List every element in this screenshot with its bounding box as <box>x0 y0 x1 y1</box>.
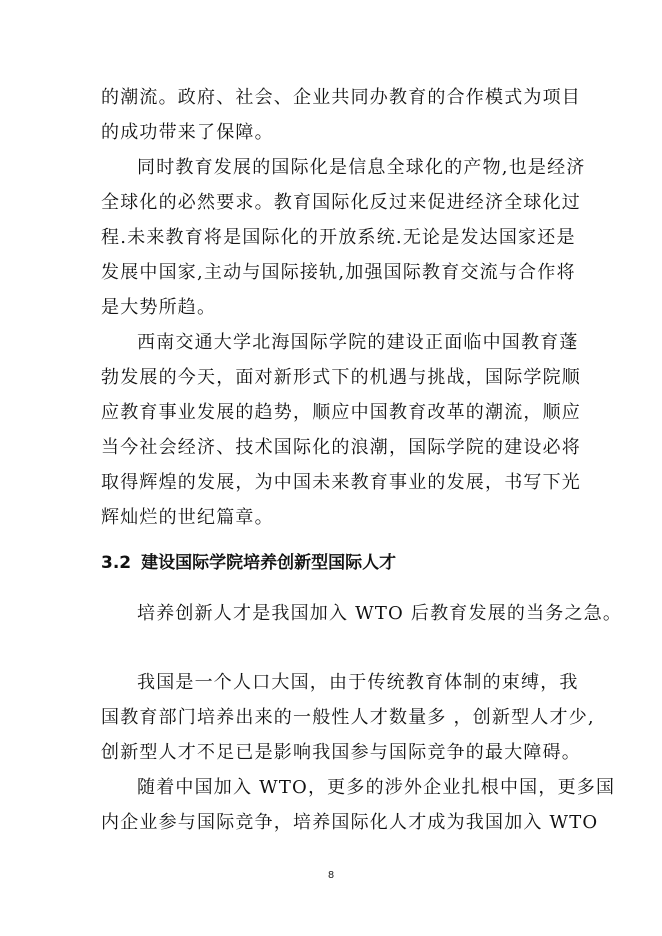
paragraph-line: 创新型人才不足已是影响我国参与国际竞争的最大障碍。 <box>101 742 581 763</box>
paragraph-line: 程.未来教育将是国际化的开放系统.无论是发达国家还是 <box>101 227 576 248</box>
paragraph-line: 随着中国加入 WTO，更多的涉外企业扎根中国，更多国 <box>137 777 616 798</box>
paragraph-line: 的成功带来了保障。 <box>101 122 274 143</box>
page-number: 8 <box>327 870 335 881</box>
section-title: 建设国际学院培养创新型国际人才 <box>141 553 397 573</box>
paragraph-line: 全球化的必然要求。教育国际化反过来促进经济全球化过 <box>101 192 581 213</box>
paragraph-line: 勃发展的今天，面对新形式下的机遇与挑战，国际学院顺 <box>101 367 581 388</box>
paragraph-line: 取得辉煌的发展，为中国未来教育事业的发展，书写下光 <box>101 472 581 493</box>
paragraph-line: 发展中国家,主动与国际接轨,加强国际教育交流与合作将 <box>101 262 576 283</box>
paragraph-line: 培养创新人才是我国加入 WTO 后教育发展的当务之急。 <box>137 603 623 624</box>
paragraph-line: 是大势所趋。 <box>101 297 217 318</box>
paragraph-line: 内企业参与国际竞争，培养国际化人才成为我国加入 WTO <box>101 812 599 833</box>
paragraph-line: 应教育事业发展的趋势，顺应中国教育改革的潮流，顺应 <box>101 402 581 423</box>
paragraph-line: 的潮流。政府、社会、企业共同办教育的合作模式为项目 <box>101 87 581 108</box>
section-number: 3.2 <box>101 553 132 573</box>
paragraph-line: 辉灿烂的世纪篇章。 <box>101 507 274 528</box>
section-heading <box>101 551 396 575</box>
paragraph-line: 国教育部门培养出来的一般性人才数量多 ，创新型人才少, <box>101 707 595 728</box>
paragraph-line: 我国是一个人口大国，由于传统教育体制的束缚，我 <box>137 672 579 693</box>
paragraph-line: 西南交通大学北海国际学院的建设正面临中国教育蓬 <box>137 332 579 353</box>
paragraph-line: 当今社会经济、技术国际化的浪潮，国际学院的建设必将 <box>101 437 581 458</box>
paragraph-line: 同时教育发展的国际化是信息全球化的产物,也是经济 <box>137 157 586 178</box>
